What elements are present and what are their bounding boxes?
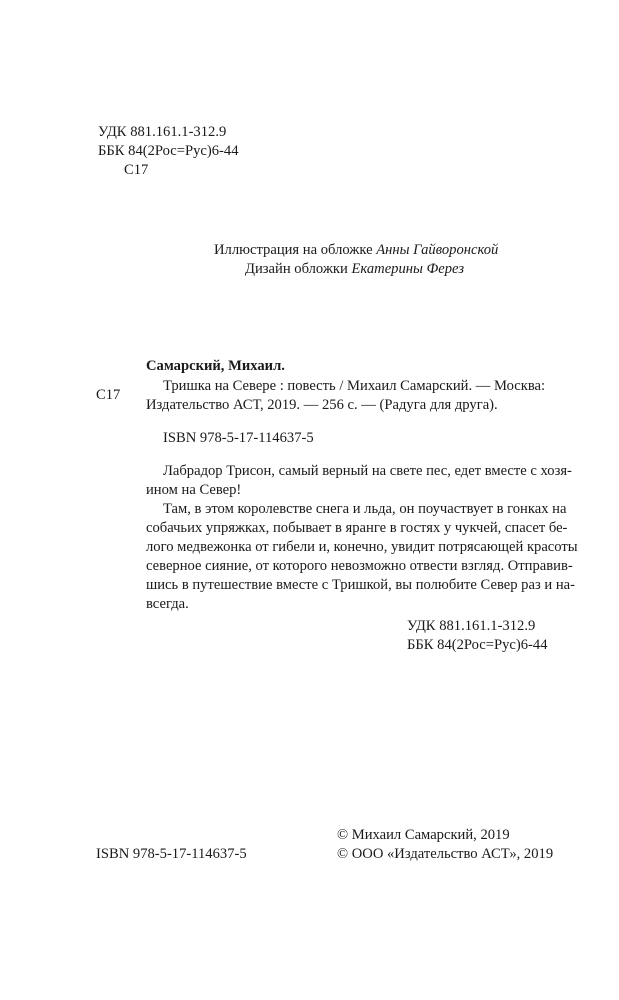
catalog-author-heading: Самарский, Михаил. bbox=[146, 358, 285, 374]
illustrator-name: Анны Гайворонской bbox=[376, 242, 499, 258]
annotation-p2-line-4: северное сияние, от которого невозможно отвести взгляд. Отправив- bbox=[146, 558, 573, 574]
annotation-p2-line-6: всегда. bbox=[146, 596, 189, 612]
design-credit bbox=[245, 260, 464, 278]
author-mark: С17 bbox=[124, 162, 149, 178]
annotation-p2-line-2: собачьих упряжках, побывает в яранге в гостях у чукчей, спасет бе- bbox=[146, 520, 568, 536]
udk-code: УДК 881.161.1-312.9 bbox=[98, 124, 227, 140]
annotation-p2-line-3: лого медвежонка от гибели и, конечно, увидит потрясающей красоты bbox=[146, 539, 578, 555]
catalog-udk-code: УДК 881.161.1-312.9 bbox=[407, 618, 536, 634]
illustration-credit bbox=[214, 241, 498, 259]
annotation-p2-line-5: шись в путешествие вместе с Тришкой, вы полюбите Север раз и на- bbox=[146, 577, 575, 593]
catalog-description-line-2: Издательство АСТ, 2019. — 256 с. — (Радуга для друга). bbox=[146, 397, 498, 413]
catalog-isbn: ISBN 978-5-17-114637-5 bbox=[163, 430, 314, 446]
illustration-credit-label: Иллюстрация на обложке bbox=[214, 242, 377, 258]
footer-isbn: ISBN 978-5-17-114637-5 bbox=[96, 846, 247, 862]
catalog-author-mark: С17 bbox=[96, 387, 121, 403]
annotation-p2-line-1: Там, в этом королевстве снега и льда, он поучаствует в гонках на bbox=[163, 501, 567, 517]
design-credit-label: Дизайн обложки bbox=[245, 261, 352, 277]
catalog-description-line-1: Тришка на Севере : повесть / Михаил Самарский. — Москва: bbox=[163, 378, 546, 394]
catalog-bbk-code: ББК 84(2Рос=Рус)6-44 bbox=[407, 637, 548, 653]
designer-name: Екатерины Ферез bbox=[351, 261, 465, 277]
copyright-publisher: © ООО «Издательство АСТ», 2019 bbox=[337, 846, 554, 862]
annotation-p1-line-1: Лабрадор Трисон, самый верный на свете пес, едет вместе с хозя- bbox=[163, 463, 572, 479]
annotation-p1-line-2: ином на Север! bbox=[146, 482, 242, 498]
bbk-code: ББК 84(2Рос=Рус)6-44 bbox=[98, 143, 239, 159]
copyright-author: © Михаил Самарский, 2019 bbox=[337, 827, 510, 843]
